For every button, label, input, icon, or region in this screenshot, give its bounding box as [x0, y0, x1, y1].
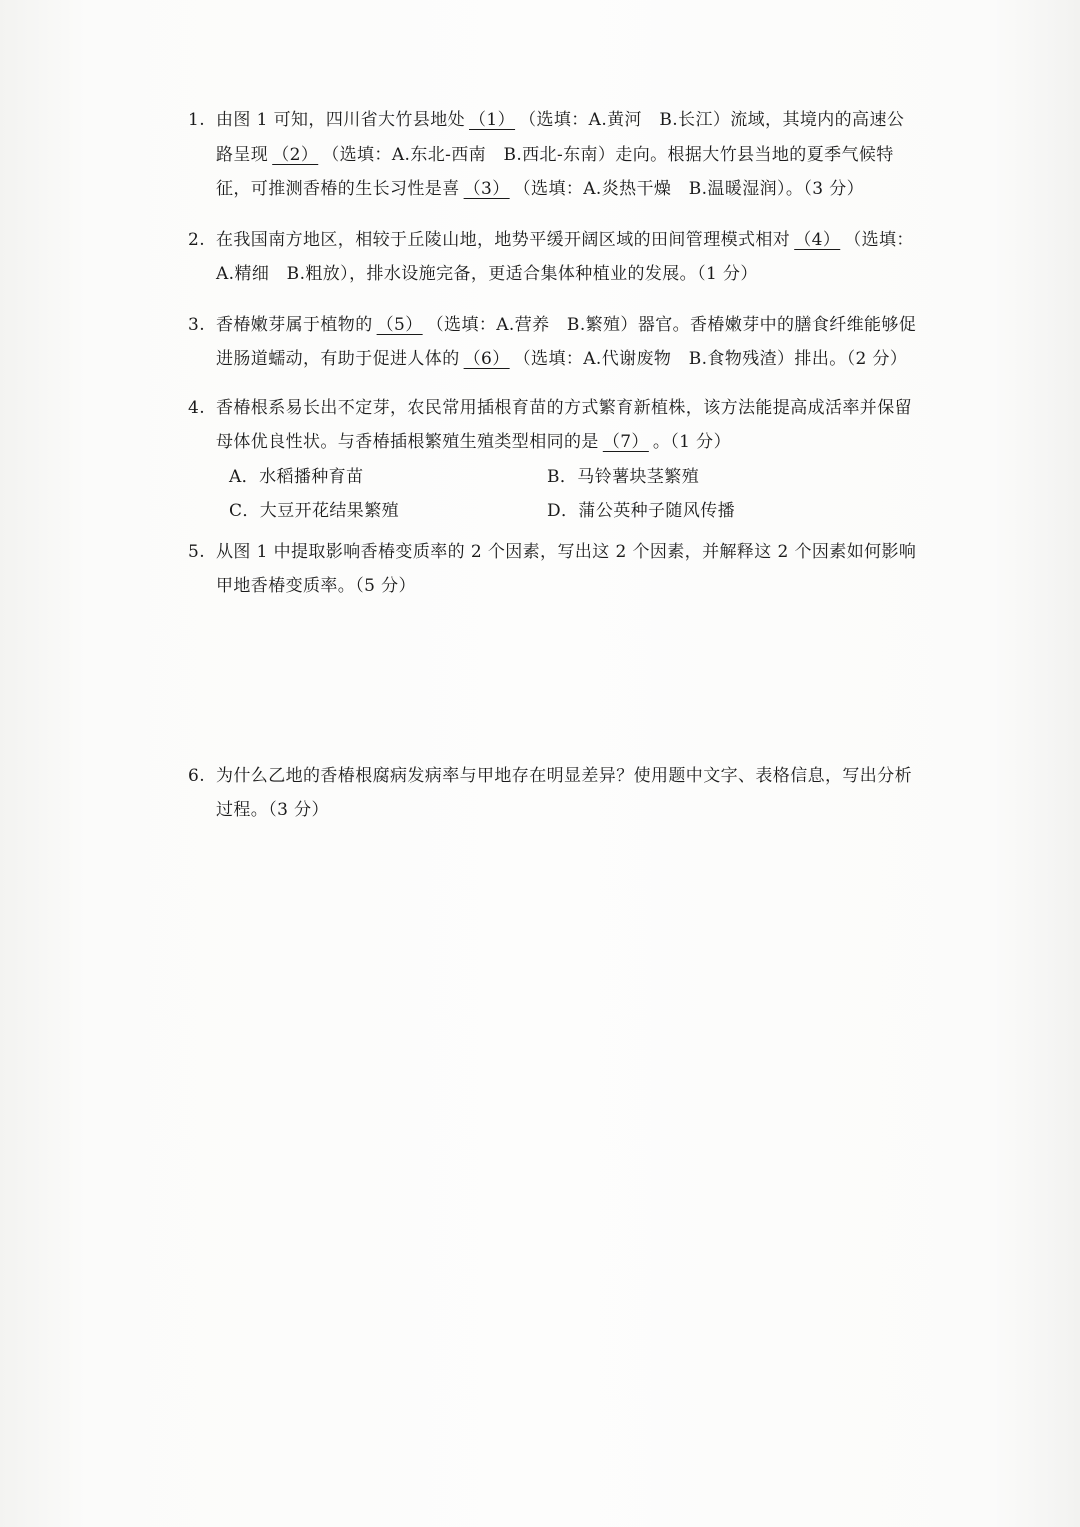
question-text-segment: 在我国南方地区，相较于丘陵山地，地势平缓开阔区域的田间管理模式相对 — [216, 229, 791, 250]
choice-option-c[interactable]: C．大豆开花结果繁殖 — [229, 501, 400, 521]
choice-option-a[interactable]: A．水稻播种育苗 — [229, 466, 364, 487]
question-5 — [188, 535, 918, 604]
question-number: 6. — [188, 765, 206, 786]
question-text: 为什么乙地的香椿根腐病发病率与甲地存在明显差异？使用题中文字、表格信息，写出分析过程。（3 分） — [216, 765, 912, 820]
answer-blank-6[interactable]: （6） — [463, 349, 510, 369]
question-text: 从图 1 中提取影响香椿变质率的 2 个因素，写出这 2 个因素，并解释这 2 个因素如何影响甲地香椿变质率。（5 分） — [216, 541, 917, 596]
question-text-segment: 由图 1 可知，四川省大竹县地处 — [216, 110, 466, 130]
question-number: 3. — [188, 314, 206, 335]
question-text — [216, 315, 916, 370]
question-1 — [188, 103, 918, 207]
question-text — [216, 398, 912, 453]
question-number: 4. — [188, 397, 206, 418]
question-text-segment: （选填：A.东北-西南 B.西北-东南）走向。根据大竹县当地的夏季气候特征，可推测香椿的生长习性是喜 — [216, 144, 894, 199]
question-number: 2. — [188, 229, 206, 250]
choice-option-d[interactable]: D．蒲公英种子随风传播 — [547, 501, 736, 521]
question-number: 1. — [188, 110, 206, 130]
question-3 — [188, 308, 918, 377]
question-text — [216, 110, 904, 199]
answer-blank-7[interactable]: （7） — [602, 432, 649, 452]
question-text-segment: （选填：A.营养 B.繁殖）器官。香椿嫩芽中的膳食纤维能够促进肠道蠕动，有助于促进人体的 — [216, 314, 917, 369]
question-list — [188, 103, 918, 828]
answer-blank-3[interactable]: （3） — [463, 179, 510, 199]
choice-options — [229, 460, 918, 529]
question-text-segment: （选填：A.炎热干燥 B.温暖湿润）。（3 分） — [513, 179, 865, 199]
question-6 — [188, 759, 918, 828]
question-text-segment: （选填：A.精细 B.粗放），排水设施完备，更适合集体种植业的发展。（1 分） — [216, 229, 914, 284]
question-text-segment: （选填：A.代谢废物 B.食物残渣）排出。（2 分） — [513, 349, 908, 369]
answer-blank-1[interactable]: （1） — [469, 110, 516, 130]
answer-blank-5[interactable]: （5） — [376, 314, 423, 335]
question-text — [216, 230, 914, 285]
question-text-segment: 。（1 分） — [652, 432, 731, 452]
question-text-segment: 香椿嫩芽属于植物的 — [216, 314, 373, 335]
question-text-segment: （选填：A.黄河 B.长江）流域，其境内的高速公路呈现 — [216, 110, 905, 165]
question-text-segment: 香椿根系易长出不定芽，农民常用插根育苗的方式繁育新植株，该方法能提高成活率并保留母体优良性状。与香椿插根繁殖生殖类型相同的是 — [216, 397, 912, 452]
question-4 — [188, 391, 918, 460]
answer-blank-2[interactable]: （2） — [272, 144, 319, 165]
answer-blank-4[interactable]: （4） — [794, 229, 841, 250]
choice-option-b[interactable]: B．马铃薯块茎繁殖 — [547, 466, 700, 487]
question-2 — [188, 223, 918, 292]
question-number: 5. — [188, 541, 206, 562]
